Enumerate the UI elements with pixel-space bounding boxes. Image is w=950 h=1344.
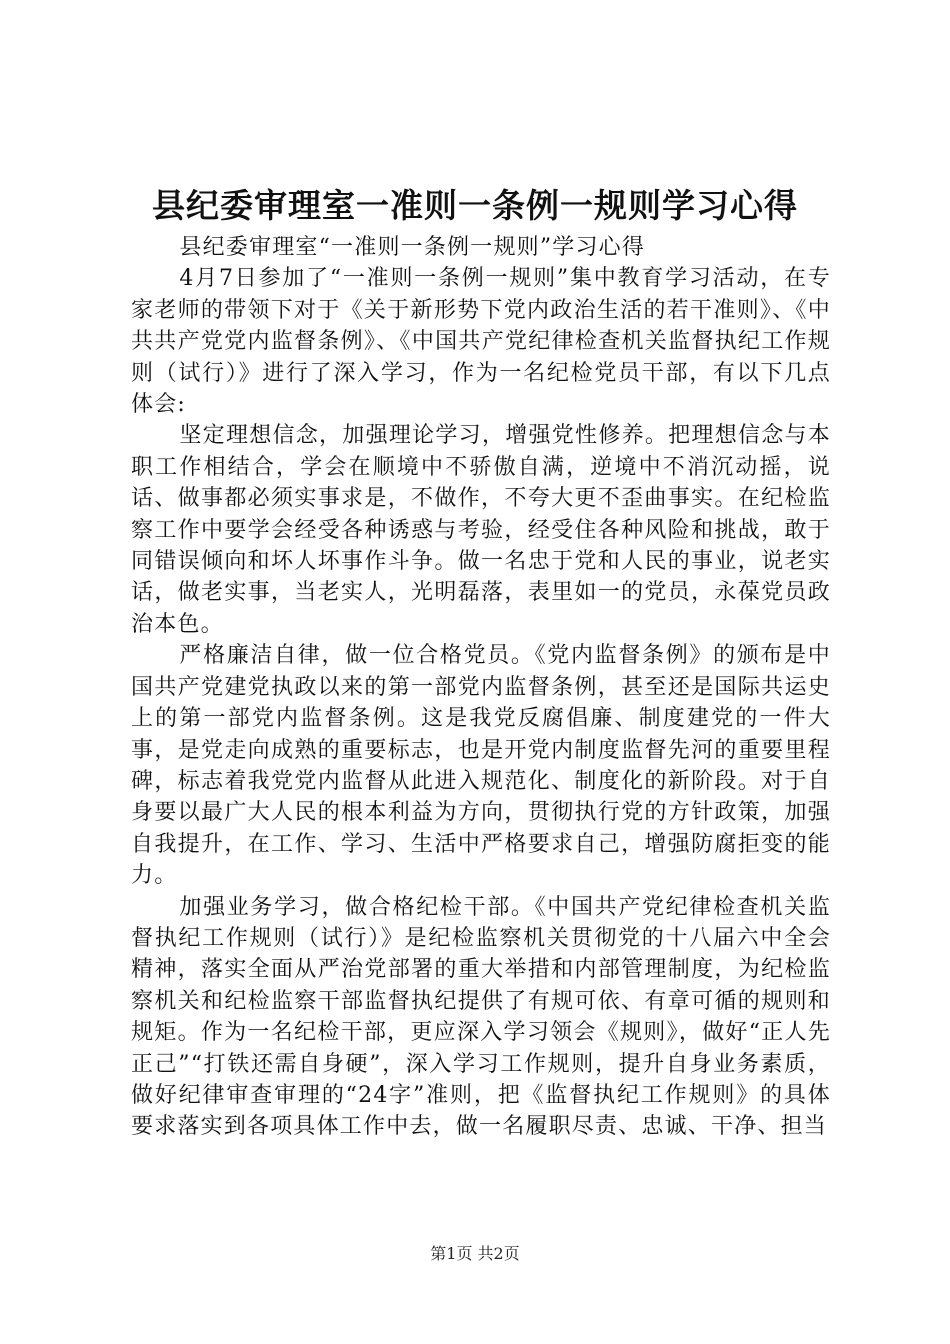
document-title: 县纪委审理室一准则一条例一规则学习心得 <box>152 186 798 225</box>
document-body <box>131 232 831 1143</box>
paragraph-ideals: 坚定理想信念，加强理论学习，增强党性修养。把理想信念与本职工作相结合，学会在顺境中不骄傲自满，逆境中不消沉动摇，说话、做事都必须实事求是，不做作，不夸大更不歪曲事实。在纪检监察工作中要学会经受各种诱惑与考验，经受住各种风险和挑战，敢于同错误倾向和坏人坏事作斗争。做一名忠于党和人民的事业，说老实话，做老实事，当老实人，光明磊落，表里如一的党员，永葆党员政治本色。 <box>131 423 831 637</box>
page-number-footer: 第1页 共2页 <box>430 1244 520 1263</box>
subtitle-paragraph: 县纪委审理室“一准则一条例一规则”学习心得 <box>179 235 646 260</box>
paragraph-business-study: 加强业务学习，做合格纪检干部。《中国共产党纪律检查机关监督执纪工作规则（试行）》是纪检监察机关贯彻党的十八届六中全会精神，落实全面从严治党部署的重大举措和内部管理制度，为纪检监察机关和纪检监察干部监督执纪提供了有规可依、有章可循的规则和规矩。作为一名纪检干部，更应深入学习领会《规则》，做好“正人先正己”“打铁还需自身硬”，深入学习工作规则，提升自身业务素质，做好纪律审查审理的“24字”准则，把《监督执纪工作规则》的具体要求落实到各项具体工作中去，做一名履职尽责、忠诚、干净、担当 <box>131 894 831 1140</box>
intro-paragraph: 4月7日参加了“一准则一条例一规则”集中教育学习活动，在专家老师的带领下对于《关于新形势下党内政治生活的若干准则》、《中共共产党党内监督条例》、《中国共产党纪律检查机关监督执纪工作规则（试行）》进行了深入学习，作为一名纪检党员干部，有以下几点体会: <box>131 266 831 418</box>
paragraph-integrity: 严格廉洁自律，做一位合格党员。《党内监督条例》的颁布是中国共产党建党执政以来的第一部党内监督条例，甚至还是国际共运史上的第一部党内监督条例。这是我党反腐倡廉、制度建党的一件大事，是党走向成熟的重要标志，也是开党内制度监督先河的重要里程碑，标志着我党党内监督从此进入规范化、制度化的新阶段。对于自身要以最广大人民的根本利益为方向，贯彻执行党的方针政策，加强自我提升，在工作、学习、生活中严格要求自己，增强防腐拒变的能力。 <box>131 643 831 889</box>
